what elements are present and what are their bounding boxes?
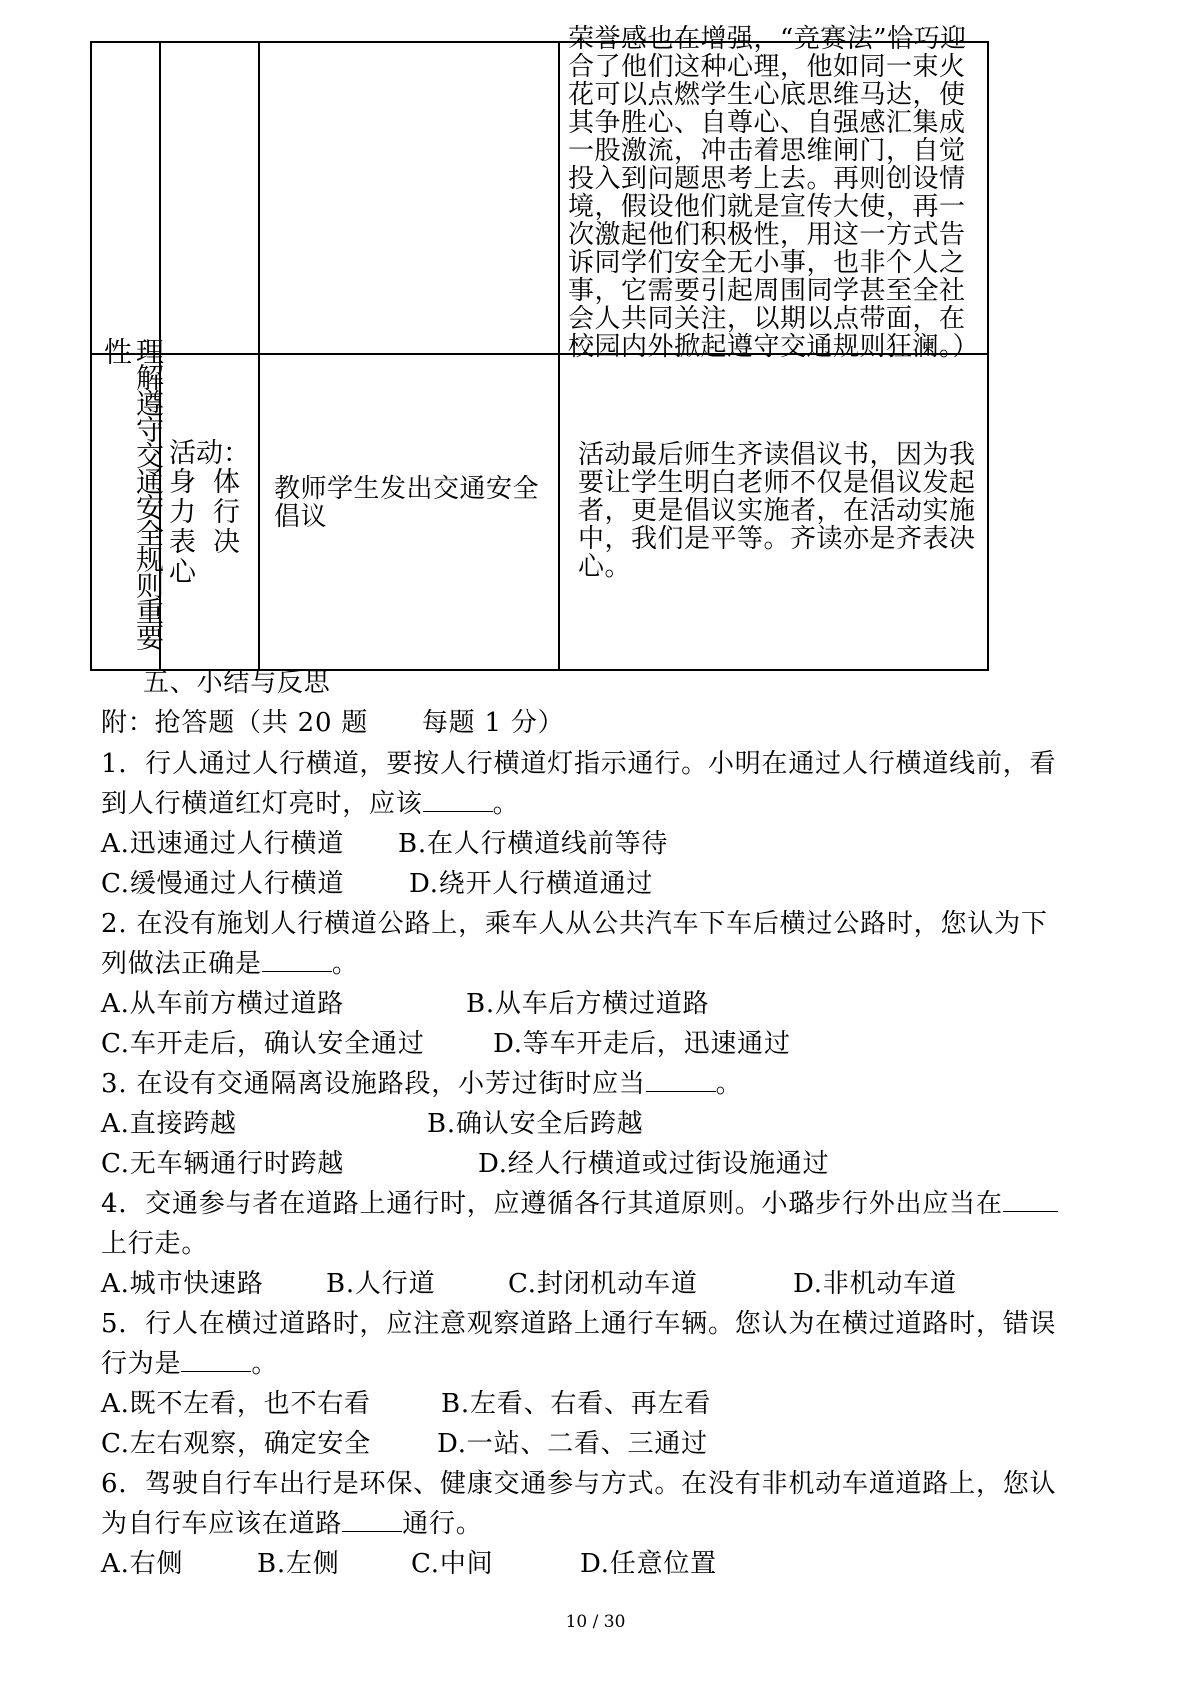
option-a: A.直接跨越 — [101, 1109, 237, 1139]
table-row — [91, 42, 988, 354]
option-b: B.从车后方横过道路 — [466, 989, 710, 1019]
option-b: B.左看、右看、再左看 — [441, 1389, 712, 1419]
question-stem: 5．行人在横过道路时，应注意观察道路上通行车辆。您认为在横过道路时，错误 — [101, 1309, 1057, 1339]
option-a: A.从车前方横过道路 — [101, 989, 345, 1019]
table-cell — [91, 42, 160, 354]
question-stem: 列做法正确是 。 — [101, 949, 359, 979]
activity-name: 身 体 力 行 表 决 心 — [169, 467, 240, 588]
option-c: C.左右观察，确定安全 — [101, 1429, 372, 1459]
option-d: D.绕开人行横道通过 — [409, 869, 654, 899]
question-stem: 3. 在设有交通隔离设施路段，小芳过街时应当 。 — [101, 1069, 743, 1099]
option-a: A.既不左看，也不右看 — [101, 1389, 371, 1419]
question-stem: 4．交通参与者在道路上通行时，应遵循各行其道原则。小璐步行外出应当在 — [101, 1189, 1058, 1219]
option-c: C.封闭机动车道 — [508, 1269, 698, 1299]
activity-content: 教师学生发出交通安全倡议 — [274, 474, 540, 532]
table-cell — [559, 354, 988, 670]
table-cell — [559, 24, 988, 362]
option-b: B.左侧 — [257, 1549, 340, 1579]
option-b: B.在人行横道线前等待 — [398, 829, 669, 859]
option-d: D.等车开走后，迅速通过 — [493, 1029, 791, 1059]
option-a: A.迅速通过人行横道 — [101, 829, 345, 859]
table-row — [91, 354, 988, 670]
table-cell — [91, 337, 165, 670]
table-cell — [160, 354, 259, 670]
page-number: 10 / 30 — [565, 1612, 626, 1632]
option-d: D.任意位置 — [580, 1549, 717, 1579]
option-c: C.无车辆通行时跨越 — [101, 1149, 345, 1179]
option-d: D.非机动车道 — [793, 1269, 957, 1299]
question-stem: 2. 在没有施划人行横道公路上，乘车人从公共汽车下车后横过公路时，您认为下 — [101, 909, 1048, 939]
table-cell — [160, 42, 259, 354]
goal-vertical-text: 理解遵守交通安全规则重要性 — [100, 337, 165, 649]
section-heading: 五、小结与反思 — [143, 668, 331, 698]
question-stem: 到人行横道红灯亮时，应该 。 — [101, 789, 520, 819]
option-a: A.城市快速路 — [101, 1269, 264, 1299]
question-stem: 行为是 。 — [101, 1349, 279, 1379]
question-stem: 上行走。 — [101, 1229, 209, 1259]
option-b: B.确认安全后跨越 — [427, 1109, 644, 1139]
option-a: A.右侧 — [101, 1549, 184, 1579]
design-rationale-text: 荣誉感也在增强，“竞赛法”恰巧迎合了他们这种心理，他如同一束火花可以点燃学生心底思维马达，使其争胜心、自尊心、自强感汇集成一股激流，冲击着思维闸门，自觉投入到问题思考上去。再则创设情境，假设他们就是宣传大使，再一次激起他们积极性，用这一方式告诉同学们安全无小事，也非个人之事，它需要引起周围同学甚至全社会人共同关注，以期以点带面，在校园内外掀起遵守交通规则狂澜。） — [568, 24, 980, 362]
option-b: B.人行道 — [326, 1269, 436, 1299]
lesson-plan-table — [90, 24, 989, 671]
option-d: D.经人行横道或过街设施通过 — [478, 1149, 830, 1179]
question-stem: 6．驾驶自行车出行是环保、健康交通参与方式。在没有非机动车道道路上，您认 — [101, 1469, 1057, 1499]
question-stem: 为自行车应该在道路 通行。 — [101, 1509, 483, 1539]
activity-label: 活动： — [169, 438, 250, 469]
option-c: C.中间 — [411, 1549, 494, 1579]
table-cell — [259, 42, 559, 354]
question-stem: 1．行人通过人行横道，要按人行横道灯指示通行。小明在通过人行横道线前，看 — [101, 749, 1057, 779]
design-rationale-text: 活动最后师生齐读倡议书，因为我要让学生明白老师不仅是倡议发起者，更是倡议实施者，在活动实施中，我们是平等。齐读亦是齐表决心。 — [578, 440, 976, 582]
option-c: C.车开走后，确认安全通过 — [101, 1029, 425, 1059]
option-d: D.一站、二看、三通过 — [437, 1429, 708, 1459]
table-cell — [259, 354, 559, 670]
appendix-title: 附：抢答题（共 20 题 每题 1 分） — [101, 708, 565, 738]
option-c: C.缓慢通过人行横道 — [101, 869, 345, 899]
